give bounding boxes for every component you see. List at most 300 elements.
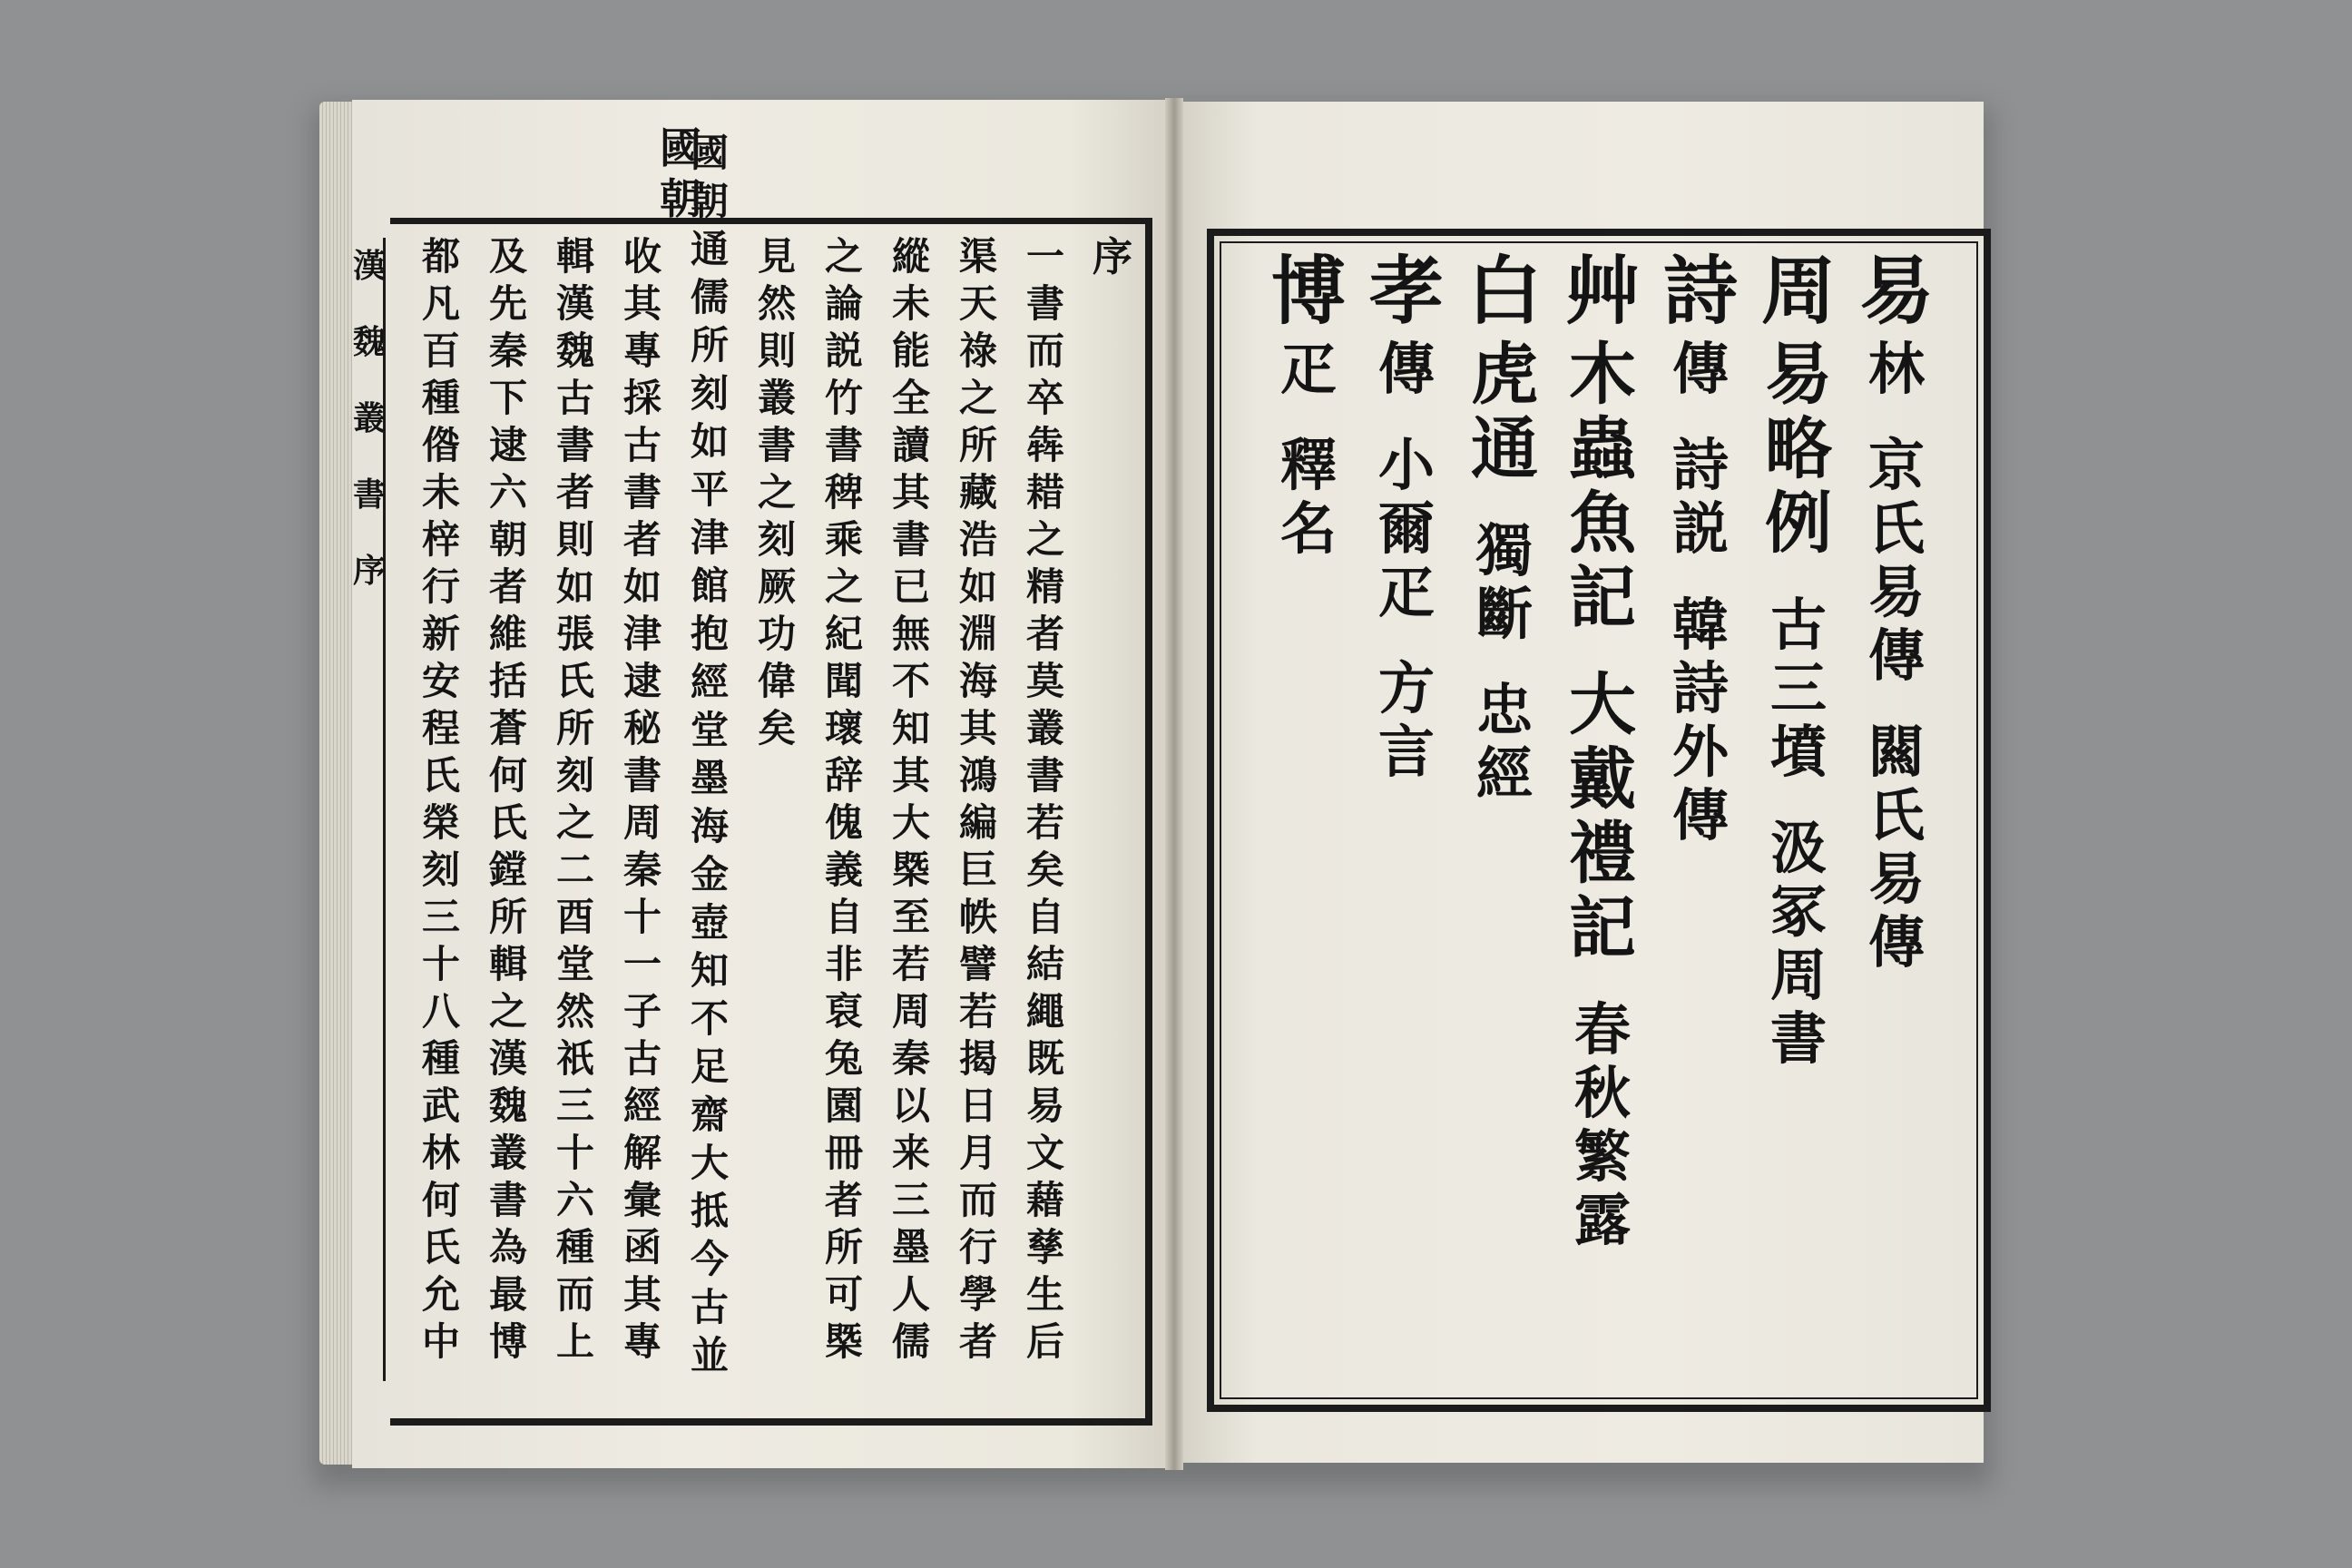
glyph: 禮 [1569,815,1636,893]
glyph: 三 [421,895,460,939]
glyph: 能 [891,328,930,373]
contents-entry [1475,677,1533,809]
glyph: 行 [421,564,460,609]
glyph: 梓 [421,517,460,562]
glyph: 繁 [1573,1123,1631,1190]
glyph: 記 [1569,889,1636,967]
glyph: 叢 [353,399,387,437]
glyph: 氏 [1867,782,1925,848]
glyph: 收 [622,234,662,279]
glyph: 解 [622,1131,662,1175]
glyph: 獨 [1475,517,1533,583]
glyph: 行 [958,1225,997,1269]
page-edges [319,102,356,1465]
glyph: 魏 [353,323,387,361]
glyph: 漢 [555,281,594,326]
glyph: 其 [622,281,662,326]
glyph: 知 [690,948,729,993]
glyph: 書 [757,423,796,467]
contents-column [1753,248,1844,1107]
glyph: 最 [488,1272,527,1317]
glyph: 如 [690,419,729,464]
contents-column [1263,248,1354,597]
glyph: 周 [1769,942,1827,1008]
glyph: 義 [824,848,863,892]
glyph: 魏 [555,328,594,373]
contents-entry [1867,719,1925,978]
glyph: 中 [421,1319,460,1364]
contents-entry [1769,815,1827,1074]
glyph: 詩 [1671,655,1729,721]
glyph: 何 [488,753,527,798]
glyph: 通 [1471,410,1538,488]
bleed-through-text [544,136,617,200]
glyph: 天 [958,281,997,326]
headword-glyph: 博 [1270,248,1346,335]
glyph: 若 [1025,800,1064,845]
glyph: 方 [1377,655,1435,721]
glyph: 壺 [690,900,729,945]
glyph: 博 [488,1319,527,1364]
contents-entry [1377,655,1435,788]
glyph: 彙 [622,1178,662,1222]
glyph: 之 [1025,517,1064,562]
glyph: 若 [958,989,997,1034]
glyph: 偉 [757,659,796,703]
glyph: 堂 [690,708,729,752]
contents-entry [1769,592,1827,788]
glyph: 海 [690,804,729,848]
glyph: 傳 [1671,782,1729,848]
glyph: 藏 [958,470,997,514]
glyph: 輯 [555,234,594,279]
glyph: 叢 [757,376,796,420]
glyph: 十 [555,1131,594,1175]
glyph: 墨 [891,1225,930,1269]
contents-column [1361,248,1452,820]
glyph: 先 [488,281,527,326]
glyph: 為 [488,1225,527,1269]
glyph: 氏 [488,800,527,845]
glyph: 氏 [1867,495,1925,562]
glyph: 者 [555,470,594,514]
glyph: 園 [824,1083,863,1128]
glyph: 自 [1025,895,1064,939]
glyph: 冢 [1769,878,1827,945]
glyph: 古 [555,376,594,420]
glyph: 易 [1765,336,1832,414]
glyph: 經 [1475,740,1533,807]
glyph: 三 [1769,655,1827,721]
contents-entry [1569,666,1636,969]
contents-entry [1867,336,1925,405]
glyph: 鴻 [958,753,997,798]
headword-glyph: 艸 [1564,248,1640,335]
glyph: 編 [958,800,997,845]
glyph: 三 [555,1083,594,1128]
book-gutter [1165,98,1183,1470]
glyph: 堂 [555,942,594,986]
contents-column [1459,248,1550,842]
glyph: 朝 [660,174,701,223]
glyph: 所 [824,1225,863,1269]
glyph: 来 [891,1131,930,1175]
glyph: 見 [757,234,796,279]
glyph: 繩 [1025,989,1064,1034]
glyph: 平 [690,467,729,512]
glyph: 儒 [891,1319,930,1364]
glyph: 魏 [488,1083,527,1128]
glyph: 春 [1573,996,1631,1063]
glyph: 人 [891,1272,930,1317]
glyph: 館 [690,564,729,608]
glyph: 逮 [622,659,662,703]
glyph: 專 [622,328,662,373]
glyph: 刻 [421,848,460,892]
headword-glyph: 易 [1858,248,1934,335]
glyph: 木 [1569,336,1636,414]
glyph: 耤 [1025,470,1064,514]
glyph: 者 [824,1178,863,1222]
glyph: 六 [488,470,527,514]
glyph: 函 [622,1225,662,1269]
glyph: 可 [824,1272,863,1317]
glyph: 傳 [1867,622,1925,689]
glyph: 所 [488,895,527,939]
glyph: 八 [421,989,460,1034]
glyph: 至 [891,895,930,939]
contents-entry [1671,336,1729,405]
glyph: 稗 [824,470,863,514]
glyph: 如 [622,564,662,609]
glyph: 虎 [1471,336,1538,414]
glyph: 而 [555,1272,594,1317]
glyph: 序 [353,552,387,590]
glyph: 子 [622,989,662,1034]
glyph: 若 [891,942,930,986]
glyph: 維 [488,612,527,656]
glyph: 氏 [555,659,594,703]
contents-entry [1671,432,1729,564]
text-column [615,234,670,1370]
glyph: 朝 [488,517,527,562]
glyph: 十 [421,942,460,986]
glyph: 帙 [958,895,997,939]
glyph: 國 [660,123,701,172]
glyph: 大 [891,800,930,845]
glyph: 聞 [824,659,863,703]
glyph: 經 [622,1083,662,1128]
text-column [682,131,737,1385]
glyph: 秦 [488,328,527,373]
contents-entry [1471,336,1538,490]
glyph: 安 [421,659,460,703]
glyph: 漢 [488,1036,527,1081]
glyph: 種 [555,1225,594,1269]
glyph: 秋 [1573,1060,1631,1126]
glyph: 知 [891,706,930,750]
glyph: 刻 [757,517,796,562]
glyph: 括 [488,659,527,703]
glyph: 不 [690,996,729,1041]
glyph: 槩 [891,848,930,892]
glyph: 文 [1025,1131,1064,1175]
glyph: 魚 [1569,485,1636,563]
contents-entry [1279,432,1337,564]
contents-entry [1377,336,1435,405]
glyph: 辞 [824,753,863,798]
glyph: 專 [622,1319,662,1364]
text-column [951,234,1005,1370]
glyph: 莫 [1025,659,1064,703]
glyph: 國 [690,131,729,175]
glyph: 名 [1279,495,1337,562]
glyph: 古 [690,1285,729,1329]
contents-column [1655,248,1746,884]
glyph: 説 [824,328,863,373]
glyph: 大 [690,1141,729,1185]
glyph: 古 [622,1036,662,1081]
glyph: 汲 [1769,815,1827,881]
glyph: 抵 [690,1189,729,1233]
glyph: 忠 [1475,677,1533,743]
glyph: 墳 [1769,719,1827,785]
glyph: 秦 [622,848,662,892]
text-column [817,234,871,1370]
glyph: 下 [488,376,527,420]
glyph: 闗 [1867,719,1925,785]
glyph: 釋 [1279,432,1337,498]
glyph: 之 [488,989,527,1034]
glyph: 何 [421,1178,460,1222]
glyph: 傀 [824,800,863,845]
glyph: 抱 [690,612,729,656]
glyph: 書 [555,423,594,467]
text-column [884,234,938,1370]
text-column [548,234,603,1370]
glyph: 之 [824,234,863,279]
headword-glyph: 孝 [1368,248,1444,335]
glyph: 露 [1573,1187,1631,1253]
glyph: 易 [1867,559,1925,625]
glyph: 論 [824,281,863,326]
glyph: 偺 [421,423,460,467]
glyph: 爾 [1377,495,1435,562]
left-margin-title [353,238,387,1381]
glyph: 程 [421,706,460,750]
glyph: 氏 [421,753,460,798]
glyph: 採 [622,376,662,420]
glyph: 譬 [958,942,997,986]
glyph: 墨 [690,756,729,800]
glyph: 其 [891,753,930,798]
glyph: 書 [824,423,863,467]
glyph: 氏 [421,1225,460,1269]
glyph: 易 [1867,846,1925,912]
glyph: 序 [1093,234,1132,280]
glyph: 及 [488,234,527,279]
glyph: 孳 [1025,1225,1064,1269]
glyph: 言 [1377,719,1435,785]
glyph: 例 [1765,485,1832,563]
glyph: 略 [1765,410,1832,488]
glyph: 詩 [1671,432,1729,498]
glyph: 冊 [824,1131,863,1175]
glyph: 新 [421,612,460,656]
glyph: 蟲 [1569,410,1636,488]
glyph: 齋 [690,1093,729,1137]
glyph: 叢 [488,1131,527,1175]
glyph: 縱 [891,234,930,279]
glyph: 足 [690,1044,729,1089]
glyph: 犇 [1025,423,1064,467]
text-column [1085,234,1140,285]
glyph: 其 [958,706,997,750]
glyph: 金 [690,852,729,897]
glyph: 疋 [1377,559,1435,625]
glyph: 三 [891,1178,930,1222]
glyph: 則 [555,517,594,562]
glyph: 二 [555,848,594,892]
glyph: 然 [757,281,796,326]
glyph: 非 [824,942,863,986]
glyph: 戴 [1569,740,1636,818]
glyph: 而 [958,1178,997,1222]
glyph: 裒 [824,989,863,1034]
glyph: 海 [958,659,997,703]
glyph: 功 [757,612,796,656]
glyph: 易 [1025,1083,1064,1128]
glyph: 種 [421,376,460,420]
glyph: 學 [958,1272,997,1317]
glyph: 厥 [757,564,796,609]
glyph: 種 [421,1036,460,1081]
glyph: 説 [1671,495,1729,562]
glyph: 紀 [824,612,863,656]
glyph: 疋 [1279,336,1337,402]
glyph: 並 [690,1333,729,1377]
contents-column [1851,248,1942,1011]
glyph: 兔 [824,1036,863,1081]
glyph: 讀 [891,423,930,467]
glyph: 無 [891,612,930,656]
glyph: 儒 [690,275,729,319]
glyph: 巨 [958,848,997,892]
glyph: 刻 [690,371,729,416]
glyph: 武 [421,1083,460,1128]
glyph: 經 [690,660,729,704]
glyph: 后 [1025,1319,1064,1364]
contents-entry [1475,517,1533,650]
glyph: 書 [1025,753,1064,798]
glyph: 鏜 [488,848,527,892]
glyph: 古 [622,423,662,467]
glyph: 未 [891,281,930,326]
glyph: 既 [1025,1036,1064,1081]
glyph: 輯 [488,942,527,986]
glyph: 朝 [690,179,729,223]
glyph: 乘 [824,517,863,562]
glyph: 周 [891,989,930,1034]
glyph: 所 [958,423,997,467]
glyph: 韓 [1671,592,1729,658]
glyph: 槩 [824,1319,863,1364]
glyph: 者 [958,1319,997,1364]
glyph: 揭 [958,1036,997,1081]
glyph: 則 [757,328,796,373]
glyph: 不 [891,659,930,703]
glyph: 逮 [488,423,527,467]
glyph: 已 [891,564,930,609]
glyph: 卒 [1025,376,1064,420]
glyph: 一 [622,942,662,986]
contents-entry [1671,592,1729,851]
glyph: 古 [1769,592,1827,658]
glyph: 全 [891,376,930,420]
contents-entry [1765,336,1832,564]
glyph: 林 [1867,336,1925,402]
glyph: 斷 [1475,581,1533,647]
glyph: 以 [891,1083,930,1128]
glyph: 酉 [555,895,594,939]
glyph: 書 [622,470,662,514]
glyph: 矣 [757,706,796,750]
glyph: 秦 [891,1036,930,1081]
headword-glyph: 周 [1760,248,1836,335]
glyph: 矣 [1025,848,1064,892]
glyph: 小 [1377,432,1435,498]
glyph: 都 [421,234,460,279]
glyph: 允 [421,1272,460,1317]
glyph: 之 [958,376,997,420]
glyph: 而 [1025,328,1064,373]
text-column [481,234,535,1370]
glyph: 書 [488,1178,527,1222]
text-column [414,234,468,1370]
contents-entry [1867,432,1925,691]
glyph: 津 [622,612,662,656]
glyph: 周 [622,800,662,845]
glyph: 榮 [421,800,460,845]
glyph: 然 [555,989,594,1034]
contents-entry [1573,996,1631,1256]
contents-entry [1377,432,1435,628]
glyph: 十 [622,895,662,939]
glyph: 者 [622,517,662,562]
glyph: 之 [824,564,863,609]
contents-entry [1279,336,1337,405]
glyph: 者 [1025,612,1064,656]
glyph: 書 [1769,1005,1827,1072]
glyph: 叢 [1025,706,1064,750]
glyph: 祇 [555,1036,594,1081]
glyph: 月 [958,1131,997,1175]
text-column [750,234,804,757]
contents-column [1557,248,1648,1289]
glyph: 蒼 [488,706,527,750]
glyph: 竹 [824,376,863,420]
glyph: 今 [690,1237,729,1281]
glyph: 百 [421,328,460,373]
glyph: 上 [555,1319,594,1364]
contents-entry [1569,336,1636,639]
glyph: 通 [690,227,729,271]
glyph: 京 [1867,432,1925,498]
glyph: 精 [1025,564,1064,609]
glyph: 所 [690,323,729,368]
glyph: 淵 [958,612,997,656]
glyph: 日 [958,1083,997,1128]
